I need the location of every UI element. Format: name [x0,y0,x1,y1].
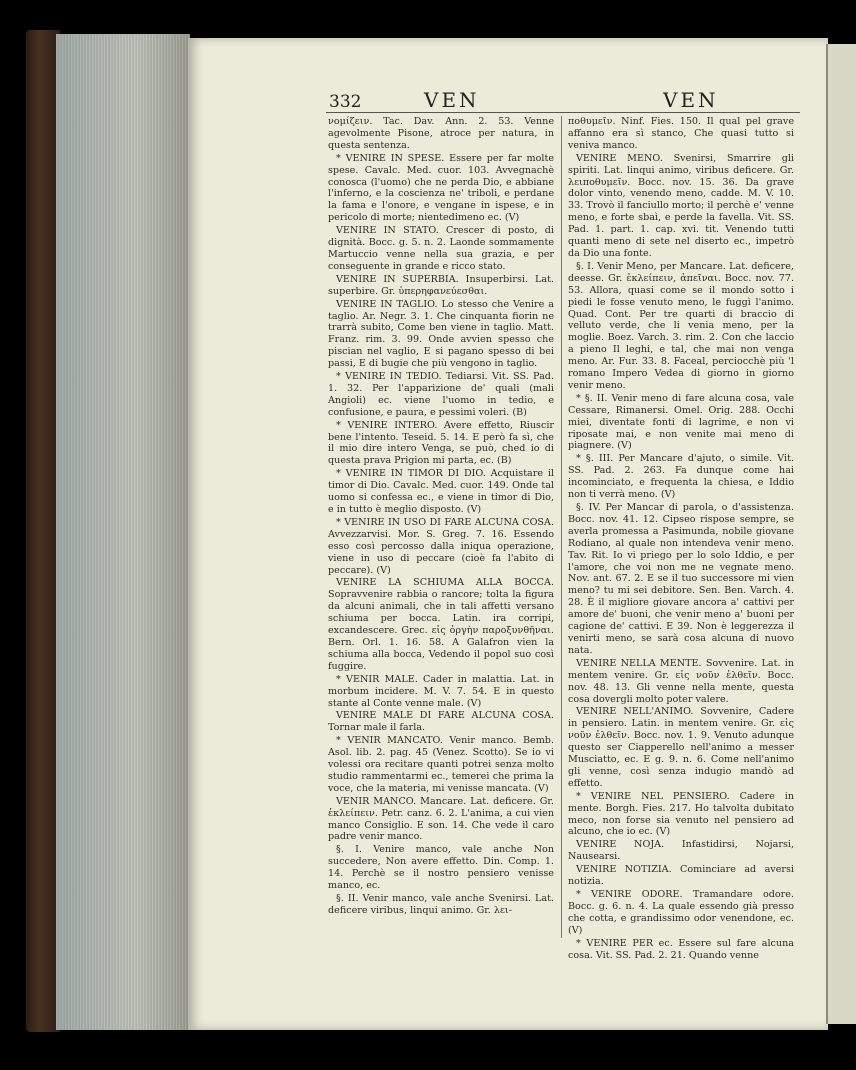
entry-paragraph: §. I. Venir Meno, per Mancare. Lat. deficere, deesse. Gr. ἐκλείπειν, ἀπεῖναι. Bocc. nov. 77. 53. Allora, quasi come se il mondo sotto i piedi le fosse venuto meno, le fuggì l'animo. Quad. Cont. Per tre quarti di braccio di velluto verde, che li venia meno, per la moglie. Boez. Varch. 3. rim. 2. Con che laccio a pieno Il leghi, e tal, che mai non venga meno. Ar. Fur. 33. 8. Faceal, perciocchè più 'l romano Impero Vedea di giorno in giorno venir meno. [568,260,794,391]
left-column [328,116,554,918]
entry-paragraph: * §. III. Per Mancare d'ajuto, o simile. Vit. SS. Pad. 2. 263. Fa dunque come hai incominciato, e frequenta la chiesa, e Iddio non ti verrà meno. (V) [568,453,794,501]
entry-paragraph: * VENIRE IN USO DI FARE ALCUNA COSA. Avvezzarvisi. Mor. S. Greg. 7. 16. Essendo esso così percosso dalla iniqua operazione, viene in uso di peccare (cioè fa l'abito di peccare). (V) [328,516,554,576]
entry-paragraph: VENIRE IN SUPERBIA. Insuperbirsi. Lat. superbire. Gr. ὑπερηφανεύεσθαι. [328,273,554,297]
entry-paragraph: VENIRE LA SCHIUMA ALLA BOCCA. Sopravvenire rabbia o rancore; tolta la figura da alcuni animali, che in tali affetti versano schiuma per bocca. Latin. ira corripi, excandescere. Grec. εἰς ὀργὴν παροξυνθῆναι. Bern. Orl. 1. 16. 58. A Galafron vien la schiuma alla bocca, Vedendo il popol suo così fuggire. [328,577,554,672]
entry-paragraph: * VENIRE NEL PENSIERO. Cadere in mente. Borgh. Fies. 217. Ho talvolta dubitato meco, non forse sia venuto nel pensiero ad alcuno, che io ec. (V) [568,790,794,838]
entry-paragraph: VENIRE MALE DI FARE ALCUNA COSA. Tornar male il farla. [328,710,554,734]
entry-paragraph: §. IV. Per Mancar di parola, o d'assistenza. Bocc. nov. 41. 12. Cipseo rispose sempre, se averla promessa a Pasimunda, nobile giovane Rodiano, al quale non intendeva venir meno. Tav. Rit. Io vi priego per lo solo Iddio, e per l'amore, che voi non me ne vegnate meno. Nov. ant. 67. 2. E se il tuo successore mi vien meno? tu mi sei debitore. Sen. Ben. Varch. 4. 28. È il migliore giovare ancora a' cattivi per amore de' buoni, che venir meno a' buoni per cagione de' cattivi. E 39. Non è leggerezza il venirti meno, se sarà cosa alcuna di nuovo nata. [568,502,794,656]
entry-paragraph: VENIRE NELLA MENTE. Sovvenire. Lat. in mentem venire. Gr. εἰς νοῦν ἐλθεῖν. Bocc. nov. 48. 13. Gli venne nella mente, questa cosa dovergli molto poter valere. [568,657,794,705]
entry-paragraph: * VENIRE PER ec. Essere sul fare alcuna cosa. Vit. SS. Pad. 2. 21. Quando venne [568,937,794,961]
entry-paragraph: * VENIRE INTERO. Avere effetto, Riuscir bene l'intento. Teseid. 5. 14. E però fa sì, che il mio dire intero Venga, se può, ched io di questa prava Prigion mi parta, ec. (B) [328,419,554,467]
running-head-right: VEN [663,88,719,112]
entry-paragraph: * VENIR MALE. Cader in malattia. Lat. in morbum incidere. M. V. 7. 54. E in questo stante al Conte venne male. (V) [328,673,554,709]
facing-page-edge [826,44,856,1024]
page-edges-shading [56,34,190,1030]
entry-paragraph: * VENIRE IN SPESE. Essere per far molte spese. Cavalc. Med. cuor. 103. Avvegnachè conosca (l'uomo) che ne perda Dio, e abbiane l'inferno, e la coscienza ne' triboli, e perdane la fama e l'onore, e vengane in ispese, e in pericolo di morte; nientedimeno ec. (V) [328,152,554,224]
entry-paragraph: VENIR MANCO. Mancare. Lat. deficere. Gr. ἐκλείπειν. Petr. canz. 6. 2. L'anima, a cui vien manco Consiglio. E son. 14. Che vede il caro padre venir manco. [328,795,554,843]
header-rule [326,112,800,113]
entry-paragraph: VENIRE NELL'ANIMO. Sovvenire, Cadere in pensiero. Latin. in mentem venire. Gr. εἰς νοῦν ἐλθεῖν. Bocc. nov. 1. 9. Venuto adunque questo ser Ciapperello nell'animo a messer Musciatto, ec. E g. 9. n. 6. Come nell'animo gli venne, così senza indugio mandò ad effetto. [568,706,794,789]
entry-paragraph: VENIRE NOJA. Infastidirsi, Nojarsi, Nausearsi. [568,839,794,863]
entry-paragraph: §. I. Venire manco, vale anche Non succedere, Non avere effetto. Din. Comp. 1. 14. Perchè se il nostro pensiero venisse manco, ec. [328,844,554,892]
entry-paragraph: * §. II. Venir meno di fare alcuna cosa, vale Cessare, Rimanersi. Omel. Orig. 288. Occhi miei, diventate fonti di lagrime, e non vi riposate mai, e non venite mai meno di piagnere. (V) [568,392,794,452]
entry-paragraph: νομίζειν. Tac. Dav. Ann. 2. 53. Venne agevolmente Pisone, atroce per natura, in questa sentenza. [328,116,554,151]
entry-paragraph: VENIRE NOTIZIA. Cominciare ad aversi notizia. [568,864,794,888]
entry-paragraph: §. II. Venir manco, vale anche Svenirsi. Lat. deficere viribus, linqui animo. Gr. λει- [328,893,554,916]
running-head-left: VEN [424,88,480,112]
right-column [568,116,794,962]
entry-paragraph: * VENIR MANCATO. Venir manco. Bemb. Asol. lib. 2. pag. 45 (Venez. Scotto). Se io vi volessi ora recitare quanti potrei senza molto studio rammentarmi ec., temerei che prima la voce, che la materia, mi venisse mancata. (V) [328,735,554,794]
entry-paragraph: * VENIRE IN TEDIO. Tediarsi. Vit. SS. Pad. 1. 32. Per l'apparizione de' quali (mali Angioli) ec. viene l'uomo in tedio, e confusione, e paura, e pessimi voleri. (B) [328,371,554,418]
entry-paragraph: VENIRE MENO. Svenirsi, Smarrire gli spiriti. Lat. linqui animo, viribus deficere. Gr. λειποθυμεῖν. Bocc. nov. 15. 36. Da grave dolor vinto, venendo meno, cadde. M. V. 10. 33. Trovò il fanciullo morto; il perchè e' venne meno, e forte sbaì, e perde la favella. Vit. SS. Pad. 1. part. 1. cap. xvi. tit. Venendo tutti quanti meno di sete nel diserto ec., impetrò da Dio una fonte. [568,152,794,259]
page-number: 332 [329,92,362,112]
entry-paragraph: ποθυμεῖν. Ninf. Fies. 150. Il qual pel grave affanno era sì stanco, Che quasi tutto si veniva manco. [568,116,794,151]
entry-paragraph: * VENIRE ODORE. Tramandare odore. Bocc. g. 6. n. 4. La quale essendo già presso che cotta, e grandissimo odor venendone, ec. (V) [568,889,794,936]
entry-paragraph: VENIRE IN TAGLIO. Lo stesso che Venire a taglio. Ar. Negr. 3. 1. Che cinquanta fiorin ne trarrà subito, Come ben viene in taglio. Matt. Franz. rim. 3. 99. Onde avvien spesso che piscian nel vaglio, E si pagano spesso di bei passi, E di bugie che più vengono in taglio. [328,298,554,370]
entry-paragraph: * VENIRE IN TIMOR DI DIO. Acquistare il timor di Dio. Cavalc. Med. cuor. 149. Onde tal uomo si confessa ec., e viene in timor di Dio, e in tutto è meglio disposto. (V) [328,468,554,515]
book-cover-edge [26,30,60,1032]
column-divider [561,116,562,938]
entry-paragraph: VENIRE IN STATO. Crescer di posto, di dignità. Bocc. g. 5. n. 2. Laonde sommamente Martuccio venne nella sua grazia, e per conseguente in grande e ricco stato. [328,225,554,272]
